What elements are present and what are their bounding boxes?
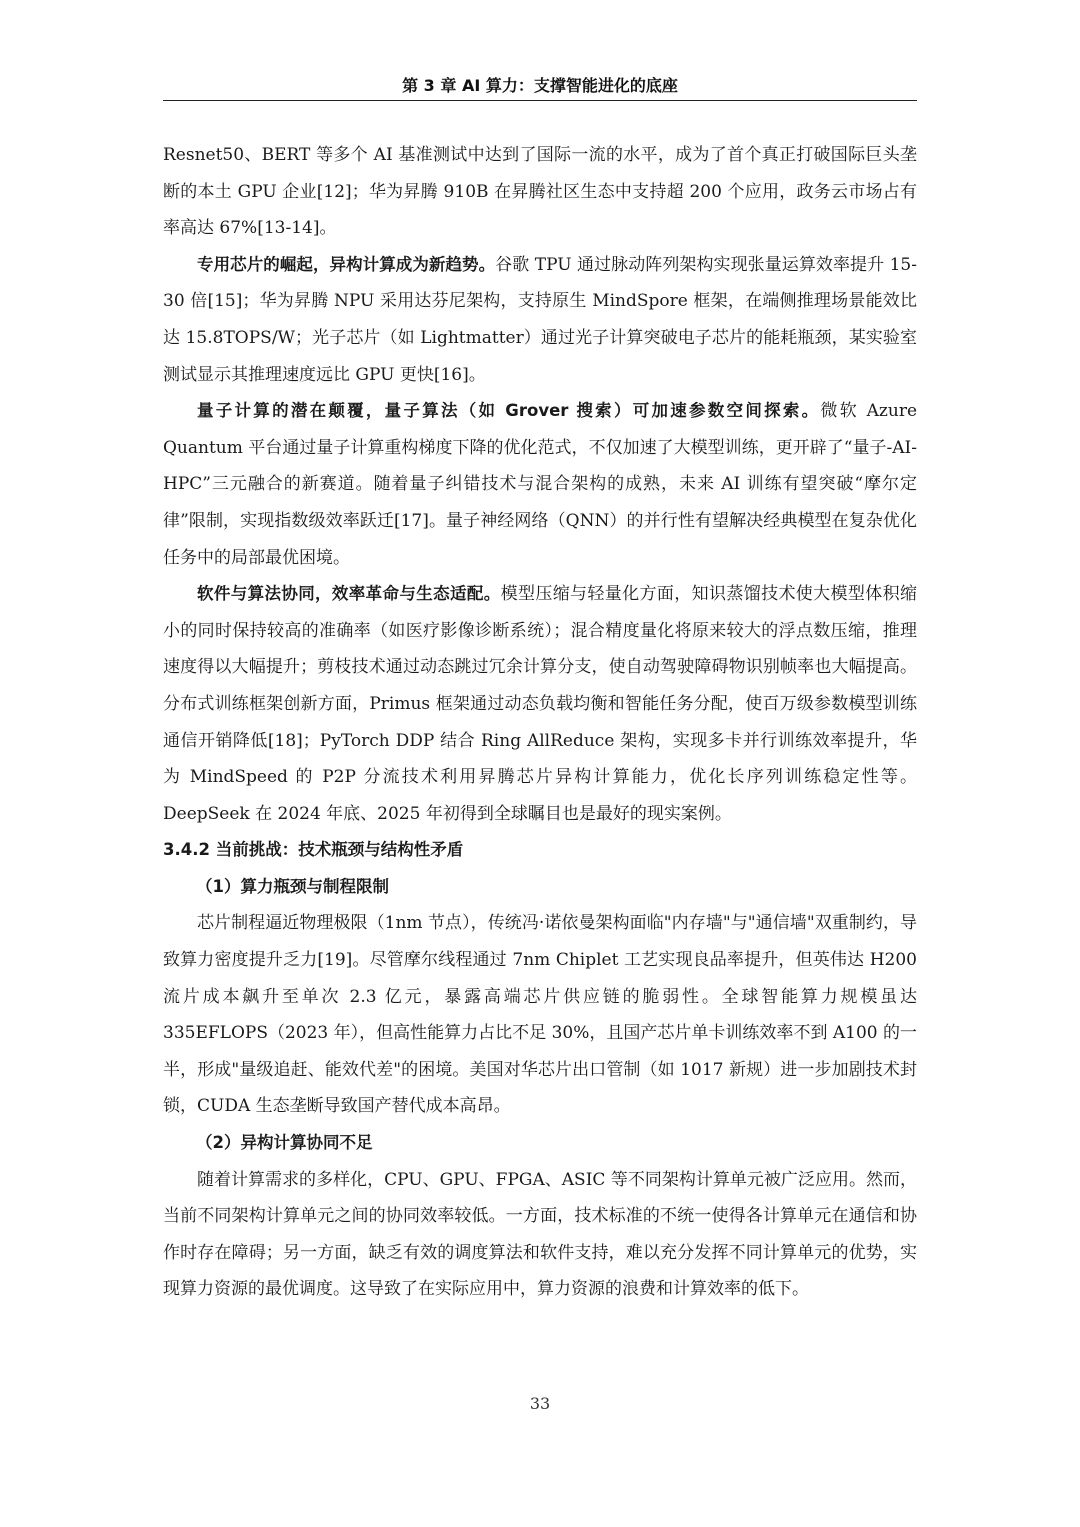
paragraph-lead: 量子计算的潜在颠覆，量子算法（如 Grover 搜索）可加速参数空间探索。 [197,401,821,421]
paragraph-text: 谷歌 TPU 通过脉动阵列架构实现张量运算效率提升 15-30 倍[15]；华为昇腾 NPU 采用达芬尼架构，支持原生 MindSpore 框架，在端侧推理场景能效比达 15.8TOPS/W；光子芯片（如 Lightmatter）通过光子计算突破电子芯片的能耗瓶颈，某实验室测试显示其推理速度远比 GPU 更快[16]。 [163,254,917,385]
paragraph-quantum-computing [163,393,917,576]
sub-heading-compute-bottleneck: （1）算力瓶颈与制程限制 [196,876,389,896]
section-heading: 3.4.2 当前挑战：技术瓶颈与结构性矛盾 [163,840,464,860]
paragraph-heterogeneous: 随着计算需求的多样化，CPU、GPU、FPGA、ASIC 等不同架构计算单元被广泛应用。然而，当前不同架构计算单元之间的协同效率较低。一方面，技术标准的不统一使得各计算单元在通信和协作时存在障碍；另一方面，缺乏有效的调度算法和软件支持，难以充分发挥不同计算单元的优势，实现算力资源的最优调度。这导致了在实际应用中，算力资源的浪费和计算效率的低下。 [163,1169,917,1300]
paragraph-lead: 软件与算法协同，效率革命与生态适配。 [197,584,501,604]
paragraph-compute-bottleneck: 芯片制程逼近物理极限（1nm 节点），传统冯·诺依曼架构面临"内存墙"与"通信墙"双重制约，导致算力密度提升乏力[19]。尽管摩尔线程通过 7nm Chiplet 工艺实现良品率提升，但英伟达 H200 流片成本飙升至单次 2.3 亿元，暴露高端芯片供应链的脆弱性。全球智能算力规模虽达 335EFLOPS（2023 年），但高性能算力占比不足 30%，且国产芯片单卡训练效率不到 A100 的一半，形成"量级追赶、能效代差"的困境。美国对华芯片出口管制（如 1017 新规）进一步加剧技术封锁，CUDA 生态垄断导致国产替代成本高昂。 [163,913,917,1117]
paragraph-continued: Resnet50、BERT 等多个 AI 基准测试中达到了国际一流的水平，成为了首个真正打破国际巨头垄断的本土 GPU 企业[12]；华为昇腾 910B 在昇腾社区生态中支持超 200 个应用，政务云市场占有率高达 67%[13-14]。 [163,145,917,239]
running-header: 第 3 章 AI 算力：支撑智能进化的底座 [402,76,678,95]
paragraph-software-algorithms [163,576,917,832]
paragraph-lead: 专用芯片的崛起，异构计算成为新趋势。 [197,254,496,274]
sub-heading-heterogeneous: （2）异构计算协同不足 [196,1133,373,1153]
paragraph-specialized-chips [163,247,917,393]
paragraph-text: 微软 Azure Quantum 平台通过量子计算重构梯度下降的优化范式，不仅加速了大模型训练，更开辟了“量子-AI-HPC”三元融合的新赛道。随着量子纠错技术与混合架构的成熟，未来 AI 训练有望突破“摩尔定律”限制，实现指数级效率跃迁[17]。量子神经网络（QNN）的并行性有望解决经典模型在复杂优化任务中的局部最优困境。 [163,401,918,568]
page-number: 33 [529,1394,551,1413]
header-rule [163,100,917,101]
page-body [163,137,917,1308]
paragraph-text: 模型压缩与轻量化方面，知识蒸馏技术使大模型体积缩小的同时保持较高的准确率（如医疗影像诊断系统）；混合精度量化将原来较大的浮点数压缩，推理速度得以大幅提升；剪枝技术通过动态跳过冗余计算分支，使自动驾驶障碍物识别帧率也大幅提高。分布式训练框架创新方面，Primus 框架通过动态负载均衡和智能任务分配，使百万级参数模型训练通信开销降低[18]；PyTorch DDP 结合 Ring AllReduce 架构，实现多卡并行训练效率提升，华为 MindSpeed 的 P2P 分流技术利用昇腾芯片异构计算能力，优化长序列训练稳定性等。DeepSeek 在 2024 年底、2025 年初得到全球瞩目也是最好的现实案例。 [163,584,918,824]
